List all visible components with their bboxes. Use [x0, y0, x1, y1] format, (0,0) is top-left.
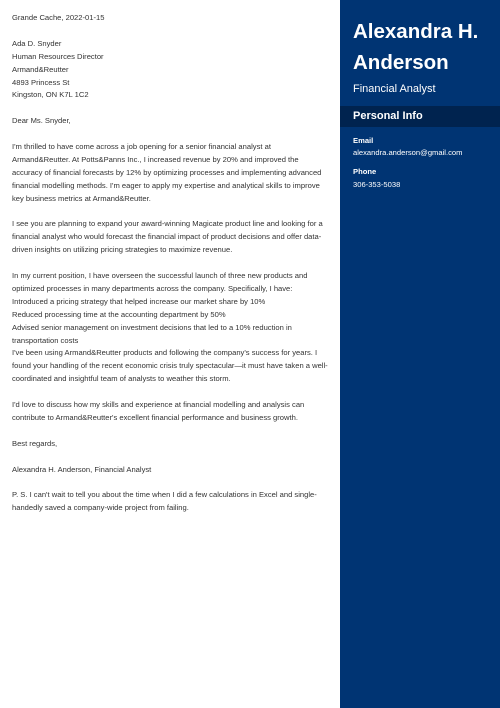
- text-line: I see you are planning to expand your award-winning Magicate product line and looking for a: [12, 219, 323, 229]
- text-line: Advised senior management on investment decisions that led to a 10% reduction in: [12, 322, 292, 332]
- applicant-name-line-2: Anderson: [353, 51, 449, 74]
- text-line: handedly saved a company-wide project from failing.: [12, 503, 189, 513]
- text-line: driven insights on utilizing pricing strategies to maximize revenue.: [12, 245, 233, 255]
- recipient-company: Armand&Reutter: [12, 64, 69, 74]
- text-line: Introduced a pricing strategy that helped increase our market share by 10%: [12, 296, 266, 306]
- place-date: Grande Cache, 2022-01-15: [12, 13, 105, 22]
- text-line: accuracy of financial forecasts by 12% by optimizing processes and implementing advanced: [12, 167, 322, 177]
- text-line: In my current position, I have overseen the successful launch of three new products and: [12, 271, 308, 281]
- email-label: Email: [353, 136, 374, 145]
- phone-value[interactable]: 306-353-5038: [353, 180, 401, 189]
- signature: Alexandra H. Anderson, Financial Analyst: [12, 464, 152, 474]
- text-line: financial analyst who would forecast the financial impact of product decisions and offer data-: [12, 232, 322, 242]
- recipient-title: Human Resources Director: [12, 51, 104, 61]
- text-line: Armand&Reutter. At Potts&Panns Inc., I increased revenue by 20% and improved the: [12, 154, 299, 164]
- personal-info-header: [340, 106, 500, 127]
- applicant-name-line-1: Alexandra H.: [353, 20, 479, 43]
- text-line: financial modelling methods. I'm eager to apply my expertise and analytical skills to improve: [12, 180, 320, 190]
- text-line: I'd love to discuss how my skills and experience at financial modelling and analysis can: [12, 400, 305, 410]
- paragraph-1: [12, 141, 330, 206]
- text-line: I've been using Armand&Reutter products and following the company's success for years. I: [12, 348, 318, 358]
- paragraph-2: [12, 218, 330, 257]
- applicant-job-title: Financial Analyst: [353, 83, 436, 95]
- text-line: P. S. I can't wait to tell you about the time when I did a few calculations in Excel and single-: [12, 490, 317, 500]
- text-line: optimized processes in many departments across the company. Specifically, I have:: [12, 283, 293, 293]
- text-line: found your handling of the recent economic crisis truly spectacular—it must have taken a well-: [12, 361, 328, 371]
- text-line: contribute to Armand&Reutter's excellent financial performance and business growth.: [12, 413, 298, 422]
- text-line: transportation costs: [12, 335, 79, 345]
- salutation: Dear Ms. Snyder,: [12, 116, 71, 126]
- text-line: key business metrics at Armand&Reutter.: [12, 193, 151, 203]
- phone-label: Phone: [353, 167, 377, 176]
- text-line: I'm thrilled to have come across a job opening for a senior financial analyst at: [12, 142, 271, 152]
- sidebar: [340, 0, 500, 708]
- text-line: coordinated and insightful team of analysts to weather this storm.: [12, 374, 231, 384]
- recipient-city: Kingston, ON K7L 1C2: [12, 90, 89, 100]
- email-value[interactable]: alexandra.anderson@gmail.com: [353, 148, 463, 157]
- paragraph-3: [12, 270, 330, 386]
- text-line: Reduced processing time at the accounting department by 50%: [12, 309, 226, 319]
- paragraph-4: [12, 399, 330, 425]
- recipient-street: 4893 Princess St: [12, 77, 70, 87]
- recipient-name: Ada D. Snyder: [12, 38, 62, 48]
- closing: Best regards,: [12, 438, 58, 448]
- recipient-block: [12, 38, 330, 103]
- letter-body: [12, 12, 330, 515]
- applicant-name: [353, 16, 493, 78]
- personal-info-title: Personal Info: [353, 110, 423, 122]
- postscript: [12, 489, 330, 515]
